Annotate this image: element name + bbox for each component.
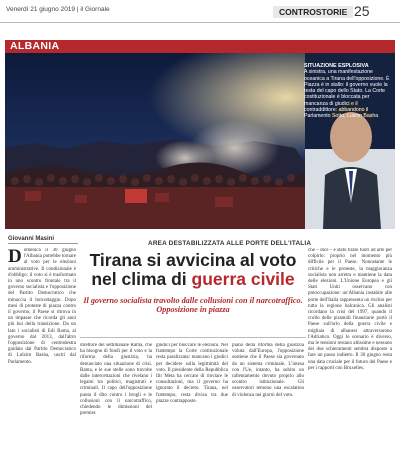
article-column-1-text: omenica il 30 giugno l'Albania potrebbe tornare al voto per le elezioni amministrative. Il condizionale è d'obbligo: il voto si è trasformato in uno scontro frontale tra il governo socialista e l'opposizione del Partito Democratico che minaccia il boicottaggio. Dopo mesi di proteste di piazza contro il governo, il Paese si ritrova in un impasse che ricorda gli anni più bui della transizione. Da un lato i socialisti di Edi Rama, al governo dal 2013, dall'altro l'opposizione di centrodestra guidata dal Partito Democratico di Lulzim Basha, usciti dal Parlamento.	[8, 248, 76, 365]
photo-caption-body: A sinistra, una manifestazione oceanica a Tirana dell'opposizione. È Piazza è in stallo: il governo vuole la testa del capo dello Stato. La Corte costituzionale è bloccata per mancanza di giudici e il contraddittore: abbandono il Parlamento Sotto, Lulzim Basha	[304, 69, 390, 120]
headline-highlight: guerra civile	[191, 268, 295, 289]
headline-line-2: nel clima di	[91, 268, 192, 289]
headline-line-1: Tirana si avvicina al voto	[89, 250, 297, 270]
section-label: CONTROSTORIE	[273, 6, 353, 18]
country-label: ALBANIA	[10, 40, 60, 52]
article-subhead: Il governo socialista travolto dalle collusioni con il narcotraffico. Opposizione in piazza	[83, 296, 303, 315]
article-headline	[80, 251, 306, 288]
author-byline: Giovanni Masini	[8, 236, 78, 244]
page-header	[0, 0, 400, 23]
country-label-bar	[5, 40, 395, 53]
issue-date: Venerdì 21 giugno 2019 | il Giornale	[6, 6, 110, 13]
article-column-4: piano della riforma della giustizia voluta dall'Europa, l'opposizione sostiene che il Paese sia governato da un sistema criminale. L'intesa con l'Ue, intanto, ha subito un rallentamento dovuto proprio allo scontro istituzionale. Gli osservatori temono una escalation di violenza nei giorni del voto.	[232, 343, 304, 398]
article-column-1	[8, 248, 76, 466]
article-column-3: giudici per bloccare le elezioni. Nel frattempo la Corte costituzionale resta paralizzata: mancano i giudici per decidere sulla legittimità del voto. Il presidente della Repubblica Ilir Meta ha cercato di rinviare le consultazioni, ma il governo ha ignorato il decreto. Tirana, nel frattempo, resta divisa tra due piazze contrapposte.	[156, 343, 228, 404]
photo-caption	[304, 63, 392, 120]
divider	[80, 337, 306, 338]
article-column-5: che – dice – è stato tirato fuori ad arte per colpirlo: proprio nel momento più difficile per il Paese. Nonostante le critiche e le proteste, la maggioranza socialista non arretra e mantiene la data delle elezioni. L'Unione Europea e gli Stati Uniti osservano con preoccupazione: un'Albania instabile alle porte dell'Italia rappresenta un rischio per tutta la regione balcanica. Gli analisti ricordano la crisi del 1997, quando il crollo delle piramidi finanziarie portò il Paese sull'orlo della guerra civile e migliaia di albanesi attraversarono l'Adriatico. Oggi lo scenario è diverso, ma le tensioni restano altissime e nessuno dei due schieramenti sembra disposto a fare un passo indietro. Il 30 giugno resta una data cruciale per il futuro del Paese e per i rapporti con Bruxelles.	[308, 248, 392, 371]
drop-cap: D	[8, 248, 22, 267]
article-column-2: direttore del settimanale Rama, che ha bisogno di fondi per il voto e la riforma della giustizia, ha denunciato una situazione di crisi. Rama, e le sue stelle sono travolte dalle intercettazioni che rivelano i legami tra politici, magistrati e criminali. Il capo dell'opposizione punta il dito contro i brogli e le collusioni con il narcotraffico, chiedendo le dimissioni del premier.	[80, 343, 152, 417]
masthead: il Giornale	[80, 6, 110, 13]
article-kicker: AREA DESTABILIZZATA ALLE PORTE DELL'ITALIA	[148, 240, 312, 247]
page-number: 25	[354, 3, 370, 19]
photo-caption-title: SITUAZIONE ESPLOSIVA	[304, 63, 369, 69]
